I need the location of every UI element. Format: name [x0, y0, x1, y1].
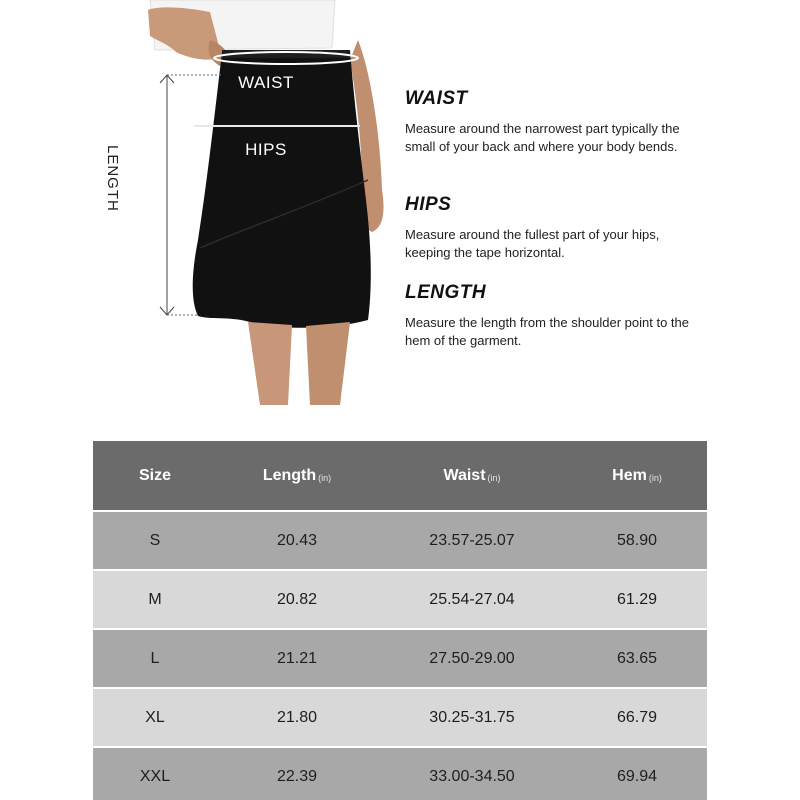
length-guide: [405, 282, 695, 350]
waist-diagram-label: WAIST: [238, 73, 294, 92]
hem-cell: 66.79: [616, 708, 658, 726]
waist-cell: 30.25-31.75: [429, 708, 515, 726]
length-guide-text: Measure the length from the shoulder point to the hem of the garment.: [405, 315, 690, 348]
table-row: [93, 512, 707, 569]
hips-guide: [405, 194, 695, 262]
size-cell: S: [149, 531, 161, 549]
size-cell: XL: [145, 708, 165, 726]
waist-guide-title: WAIST: [405, 88, 468, 109]
hem-cell: 69.94: [616, 767, 658, 785]
header-length: Length (in): [262, 466, 332, 484]
size-cell: L: [150, 649, 160, 667]
waist-cell: 25.54-27.04: [429, 590, 515, 608]
length-cell: 22.39: [276, 767, 318, 785]
length-cell: 20.82: [276, 590, 318, 608]
hips-guide-text: Measure around the fullest part of your hips, keeping the tape horizontal.: [405, 227, 660, 260]
length-cell: 21.21: [276, 649, 318, 667]
length-diagram-label: LENGTH: [104, 145, 121, 212]
size-chart-table: [93, 441, 707, 800]
waist-guide: [405, 88, 695, 156]
table-header-row: [93, 441, 707, 510]
size-cell: M: [148, 590, 162, 608]
table-row: [93, 571, 707, 628]
waist-guide-text: Measure around the narrowest part typically the small of your back and where your body bends.: [405, 121, 680, 154]
waist-cell: 27.50-29.00: [429, 649, 515, 667]
hem-cell: 63.65: [616, 649, 658, 667]
hem-cell: 58.90: [616, 531, 658, 549]
table-row: [93, 748, 707, 800]
hips-diagram-label: HIPS: [245, 140, 287, 159]
waist-cell: 33.00-34.50: [429, 767, 515, 785]
length-cell: 21.80: [276, 708, 318, 726]
length-cell: 20.43: [276, 531, 318, 549]
length-guide-title: LENGTH: [405, 282, 487, 303]
header-hem: Hem (in): [612, 466, 662, 484]
size-cell: XXL: [139, 767, 171, 785]
skirt-measurement-diagram: [110, 0, 400, 410]
hem-cell: 61.29: [616, 590, 658, 608]
header-waist: Waist (in): [443, 466, 501, 484]
table-row: [93, 689, 707, 746]
table-row: [93, 630, 707, 687]
waist-cell: 23.57-25.07: [429, 531, 515, 549]
hips-guide-title: HIPS: [405, 194, 452, 215]
model-illustration: [110, 0, 400, 410]
header-size: Size: [138, 466, 171, 484]
